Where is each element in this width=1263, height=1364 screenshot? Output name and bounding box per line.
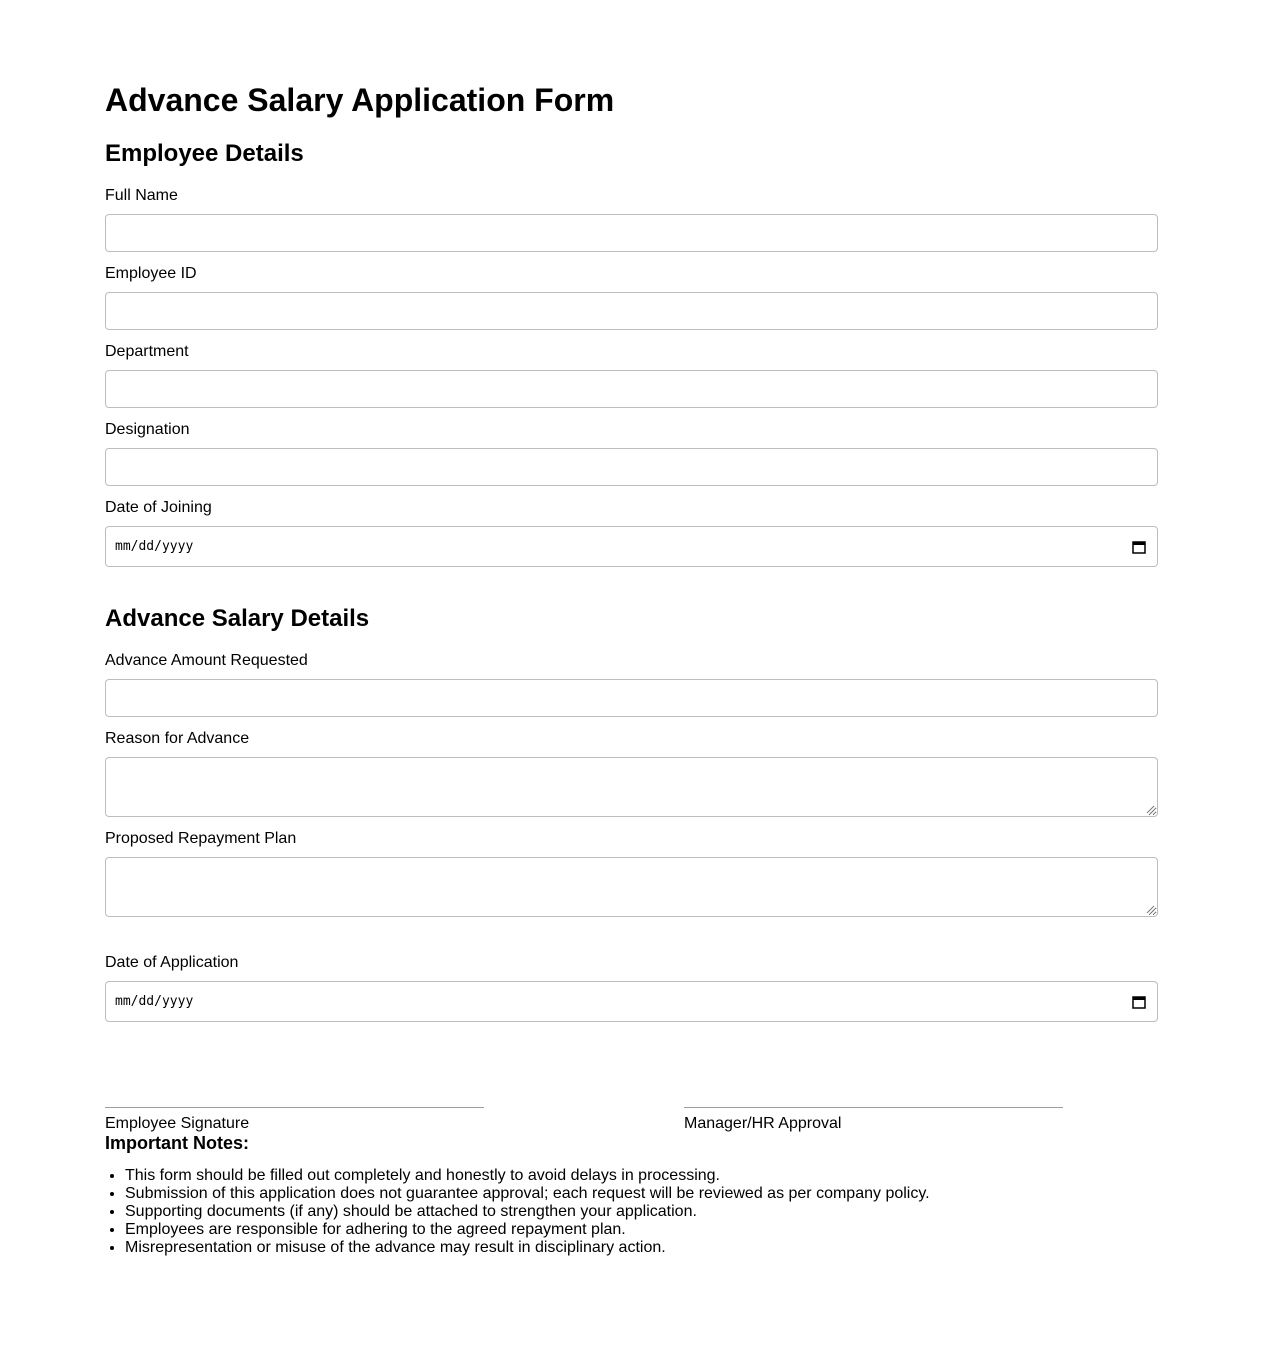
note-item: • Employees are responsible for adhering to the agreed repayment plan. <box>125 1221 930 1239</box>
advance-salary-details-heading: Advance Salary Details <box>105 605 370 632</box>
manager-approval-line <box>684 1107 1063 1108</box>
note-item: • This form should be filled out completely and honestly to avoid delays in processing. <box>125 1167 930 1185</box>
department-label: Department <box>105 343 189 360</box>
employee-id-label: Employee ID <box>105 265 197 282</box>
full-name-input[interactable] <box>105 214 1158 252</box>
employee-signature-line <box>105 1107 484 1108</box>
manager-approval-label: Manager/HR Approval <box>684 1115 842 1132</box>
reason-for-advance-wrapper <box>105 757 1158 817</box>
reason-for-advance-textarea[interactable] <box>105 757 1158 817</box>
advance-amount-label: Advance Amount Requested <box>105 652 308 669</box>
date-of-joining-input[interactable] <box>105 526 1158 567</box>
date-of-application-placeholder: mm/dd/yyyy <box>115 994 194 1009</box>
repayment-plan-wrapper <box>105 857 1158 917</box>
date-of-joining-placeholder: mm/dd/yyyy <box>115 539 194 554</box>
note-item: • Misrepresentation or misuse of the advance may result in disciplinary action. <box>125 1239 930 1257</box>
designation-label: Designation <box>105 421 190 438</box>
note-item: • Submission of this application does not guarantee approval; each request will be reviewed as per company policy. <box>125 1185 930 1203</box>
repayment-plan-textarea[interactable] <box>105 857 1158 917</box>
important-notes-title: Important Notes: <box>105 1133 249 1153</box>
important-notes-list <box>105 1167 930 1257</box>
employee-signature-label: Employee Signature <box>105 1115 250 1132</box>
reason-for-advance-label: Reason for Advance <box>105 730 250 747</box>
designation-input[interactable] <box>105 448 1158 486</box>
form-title: Advance Salary Application Form <box>105 82 615 118</box>
employee-details-heading: Employee Details <box>105 140 304 167</box>
resize-grip-icon[interactable] <box>1146 905 1155 914</box>
department-input[interactable] <box>105 370 1158 408</box>
calendar-icon[interactable] <box>1131 994 1147 1010</box>
full-name-label: Full Name <box>105 187 178 204</box>
advance-amount-input[interactable] <box>105 679 1158 717</box>
calendar-icon[interactable] <box>1131 539 1147 555</box>
repayment-plan-label: Proposed Repayment Plan <box>105 830 297 847</box>
date-of-application-label: Date of Application <box>105 954 239 971</box>
date-of-joining-label: Date of Joining <box>105 499 212 516</box>
employee-id-input[interactable] <box>105 292 1158 330</box>
resize-grip-icon[interactable] <box>1146 805 1155 814</box>
note-item: • Supporting documents (if any) should be attached to strengthen your application. <box>125 1203 930 1221</box>
date-of-application-input[interactable] <box>105 981 1158 1022</box>
